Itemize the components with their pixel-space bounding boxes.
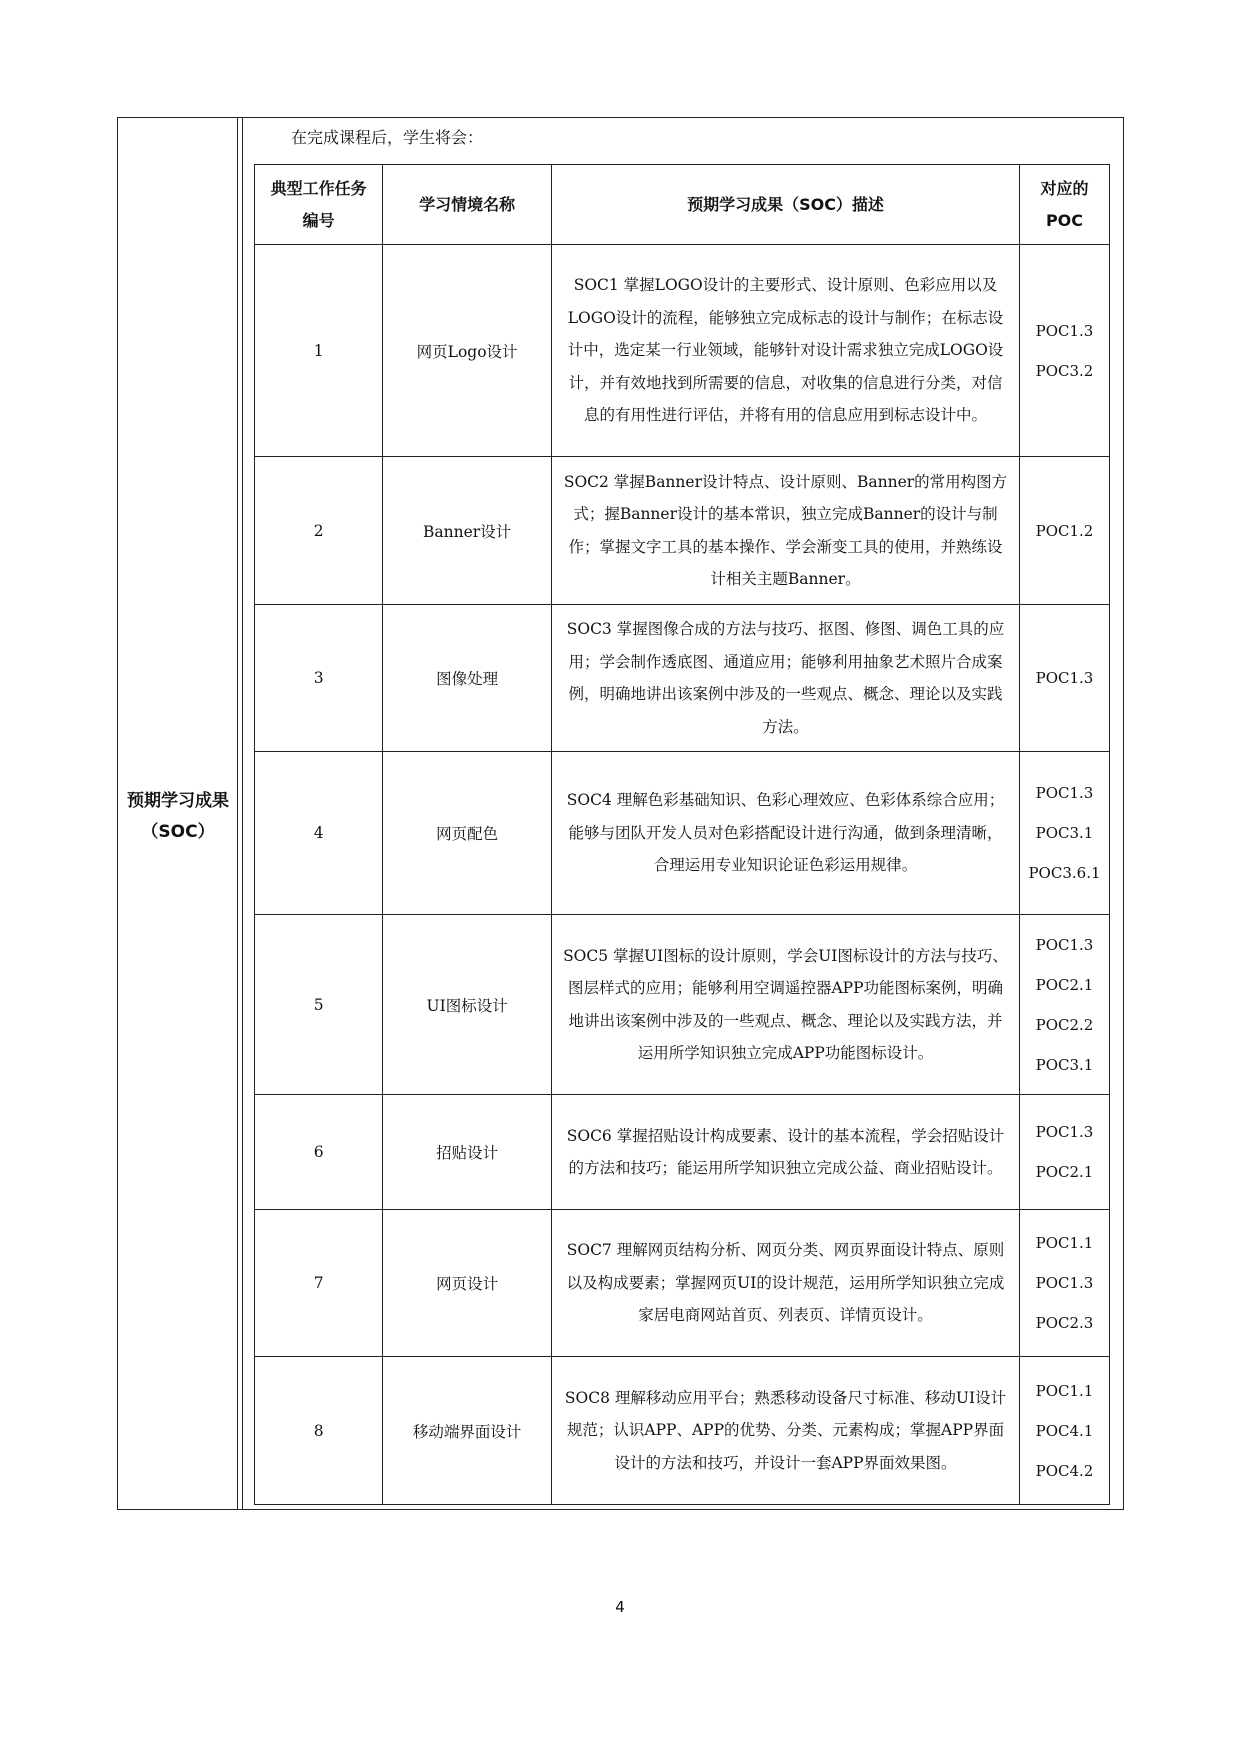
- poc-cell: [1020, 1095, 1110, 1210]
- poc-code: POC4.2: [1035, 1461, 1094, 1480]
- soc-table: [254, 164, 1110, 1505]
- poc-code: POC2.1: [1035, 1163, 1094, 1181]
- poc-code: POC4.1: [1035, 1421, 1094, 1440]
- header-poc: 对应的POC: [1020, 165, 1110, 245]
- poc-code: POC2.1: [1035, 975, 1094, 994]
- header-task-no: 典型工作任务编号: [255, 165, 383, 245]
- table-body: [255, 245, 1110, 1505]
- situation-name: 移动端界面设计: [383, 1357, 552, 1505]
- situation-name: 网页配色: [383, 752, 552, 915]
- soc-description: SOC2 掌握Banner设计特点、设计原则、Banner的常用构图方式；握Banner设计的基本常识，独立完成Banner的设计与制作；掌握文字工具的基本操作、学会渐变工具的使用，并熟练设计相关主题Banner。: [552, 457, 1020, 605]
- table-row: [255, 605, 1110, 752]
- situation-name: 网页Logo设计: [383, 245, 552, 457]
- situation-name: 网页设计: [383, 1210, 552, 1357]
- poc-cell: [1020, 245, 1110, 457]
- task-number: 4: [255, 752, 383, 915]
- section-label-cell: [118, 118, 238, 1509]
- table-row: [255, 1095, 1110, 1210]
- page-number: 4: [615, 1598, 625, 1616]
- poc-code: POC3.1: [1035, 824, 1094, 842]
- poc-code: POC1.1: [1035, 1381, 1094, 1400]
- poc-cell: [1020, 1357, 1110, 1505]
- poc-code: POC1.2: [1035, 521, 1094, 540]
- cell-divider: [242, 118, 243, 1509]
- poc-code: POC1.3: [1035, 1274, 1094, 1292]
- task-number: 2: [255, 457, 383, 605]
- table-header-row: [255, 165, 1110, 245]
- soc-description: SOC4 理解色彩基础知识、色彩心理效应、色彩体系综合应用；能够与团队开发人员对色彩搭配设计进行沟通，做到条理清晰，合理运用专业知识论证色彩运用规律。: [552, 752, 1020, 915]
- situation-name: UI图标设计: [383, 915, 552, 1095]
- poc-cell: [1020, 1210, 1110, 1357]
- soc-description: SOC7 理解网页结构分析、网页分类、网页界面设计特点、原则以及构成要素；掌握网页UI的设计规范，运用所学知识独立完成家居电商网站首页、列表页、详情页设计。: [552, 1210, 1020, 1357]
- poc-cell: [1020, 605, 1110, 752]
- outer-table: [117, 117, 1124, 1510]
- poc-code: POC1.3: [1035, 1123, 1094, 1141]
- table-row: [255, 752, 1110, 915]
- task-number: 3: [255, 605, 383, 752]
- intro-text: 在完成课程后，学生将会：: [291, 128, 484, 147]
- table-row: [255, 1210, 1110, 1357]
- task-number: 7: [255, 1210, 383, 1357]
- table-row: [255, 1357, 1110, 1505]
- soc-description: SOC8 理解移动应用平台；熟悉移动设备尺寸标准、移动UI设计规范；认识APP、APP的优势、分类、元素构成；掌握APP界面设计的方法和技巧，并设计一套APP界面效果图。: [552, 1357, 1020, 1505]
- poc-code: POC3.2: [1035, 361, 1094, 380]
- poc-code: POC1.1: [1035, 1234, 1094, 1252]
- poc-cell: [1020, 915, 1110, 1095]
- soc-description: SOC6 掌握招贴设计构成要素、设计的基本流程，学会招贴设计的方法和技巧；能运用所学知识独立完成公益、商业招贴设计。: [552, 1095, 1020, 1210]
- section-label: 预期学习成果（SOC）: [127, 791, 229, 842]
- situation-name: 图像处理: [383, 605, 552, 752]
- soc-description: SOC3 掌握图像合成的方法与技巧、抠图、修图、调色工具的应用；学会制作透底图、通道应用；能够利用抽象艺术照片合成案例，明确地讲出该案例中涉及的一些观点、概念、理论以及实践方法。: [552, 605, 1020, 752]
- soc-description: SOC5 掌握UI图标的设计原则，学会UI图标设计的方法与技巧、图层样式的应用；能够利用空调遥控器APP功能图标案例，明确地讲出该案例中涉及的一些观点、概念、理论以及实践方法，并运用所学知识独立完成APP功能图标设计。: [552, 915, 1020, 1095]
- soc-description: SOC1 掌握LOGO设计的主要形式、设计原则、色彩应用以及LOGO设计的流程，能够独立完成标志的设计与制作；在标志设计中，选定某一行业领域，能够针对设计需求独立完成LOGO设计，并有效地找到所需要的信息，对收集的信息进行分类，对信息的有用性进行评估，并将有用的信息应用到标志设计中。: [552, 245, 1020, 457]
- task-number: 1: [255, 245, 383, 457]
- table-row: [255, 245, 1110, 457]
- header-situation: 学习情境名称: [383, 165, 552, 245]
- poc-code: POC1.3: [1035, 784, 1094, 802]
- table-row: [255, 915, 1110, 1095]
- table-row: [255, 457, 1110, 605]
- header-soc-desc: 预期学习成果（SOC）描述: [552, 165, 1020, 245]
- poc-code: POC3.6.1: [1028, 864, 1101, 882]
- task-number: 8: [255, 1357, 383, 1505]
- poc-code: POC3.1: [1035, 1055, 1094, 1074]
- poc-code: POC2.2: [1035, 1015, 1094, 1034]
- situation-name: 招贴设计: [383, 1095, 552, 1210]
- poc-code: POC1.3: [1035, 935, 1094, 954]
- poc-cell: [1020, 457, 1110, 605]
- poc-cell: [1020, 752, 1110, 915]
- poc-code: POC1.3: [1035, 321, 1094, 340]
- task-number: 5: [255, 915, 383, 1095]
- poc-code: POC1.3: [1035, 669, 1094, 687]
- situation-name: Banner设计: [383, 457, 552, 605]
- poc-code: POC2.3: [1035, 1314, 1094, 1332]
- task-number: 6: [255, 1095, 383, 1210]
